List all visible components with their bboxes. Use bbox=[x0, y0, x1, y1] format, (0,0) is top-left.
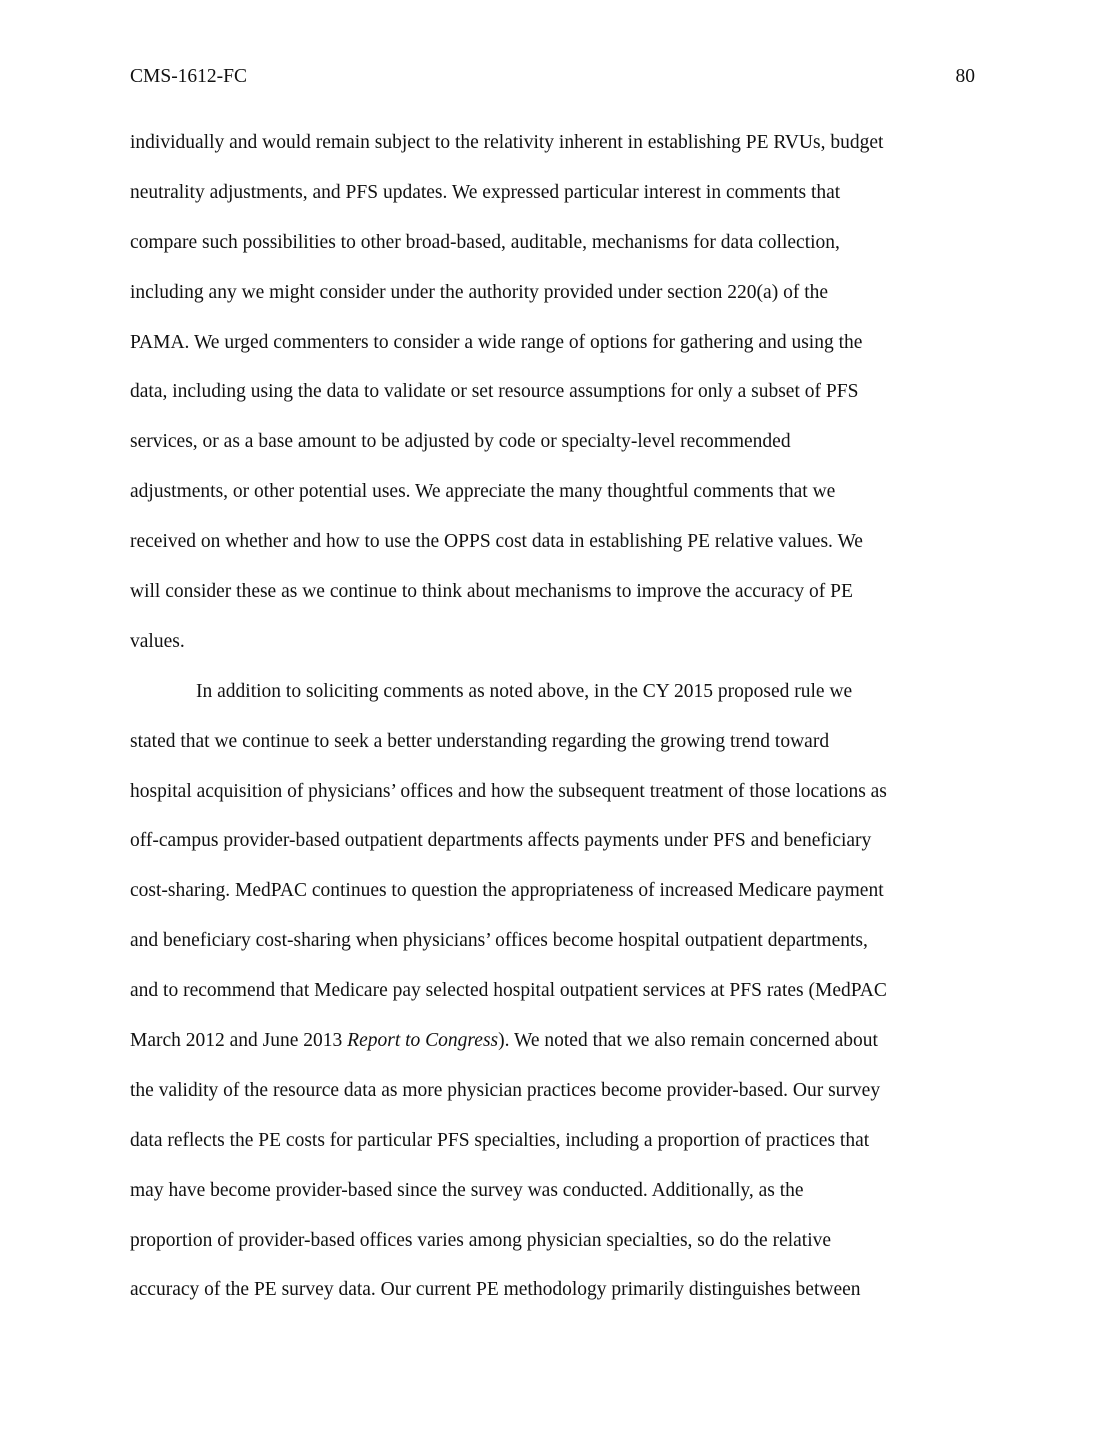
text-line: neutrality adjustments, and PFS updates. We expressed particular interest in comments that bbox=[130, 181, 841, 203]
text-line: accuracy of the PE survey data. Our current PE methodology primarily distinguishes between bbox=[130, 1279, 861, 1301]
text-segment: ). We noted that we also remain concerned about bbox=[498, 1030, 878, 1052]
text-segment: March 2012 and June 2013 bbox=[130, 1030, 348, 1052]
text-line: In addition to soliciting comments as noted above, in the CY 2015 proposed rule we bbox=[196, 680, 853, 702]
text-line: PAMA. We urged commenters to consider a wide range of options for gathering and using the bbox=[130, 331, 863, 353]
text-line: including any we might consider under the authority provided under section 220(a) of the bbox=[130, 281, 829, 303]
text-line: and to recommend that Medicare pay selected hospital outpatient services at PFS rates (MedPAC bbox=[130, 980, 887, 1002]
text-line: adjustments, or other potential uses. We appreciate the many thoughtful comments that we bbox=[130, 481, 836, 503]
text-line: data, including using the data to validate or set resource assumptions for only a subset of PFS bbox=[130, 381, 859, 403]
text-line: and beneficiary cost-sharing when physicians’ offices become hospital outpatient departments, bbox=[130, 930, 868, 952]
text-line: values. bbox=[130, 630, 185, 652]
text-line: off-campus provider-based outpatient departments affects payments under PFS and beneficiary bbox=[130, 830, 872, 852]
text-line: will consider these as we continue to think about mechanisms to improve the accuracy of PE bbox=[130, 581, 853, 603]
paragraph-1 bbox=[130, 128, 975, 677]
page-number: 80 bbox=[955, 66, 975, 87]
text-line: services, or as a base amount to be adjusted by code or specialty-level recommended bbox=[130, 431, 791, 453]
text-line: stated that we continue to seek a better understanding regarding the growing trend toward bbox=[130, 730, 830, 752]
text-line: proportion of provider-based offices varies among physician specialties, so do the relative bbox=[130, 1229, 832, 1251]
document-id: CMS-1612-FC bbox=[130, 66, 248, 87]
text-line: hospital acquisition of physicians’ offices and how the subsequent treatment of those locations as bbox=[130, 780, 887, 802]
text-line-with-citation bbox=[130, 1026, 975, 1076]
text-line: the validity of the resource data as more physician practices become provider-based. Our survey bbox=[130, 1079, 881, 1101]
text-line: cost-sharing. MedPAC continues to question the appropriateness of increased Medicare payment bbox=[130, 880, 884, 902]
text-line: received on whether and how to use the OPPS cost data in establishing PE relative values. We bbox=[130, 531, 863, 553]
paragraph-2 bbox=[130, 677, 975, 1326]
text-line: may have become provider-based since the survey was conducted. Additionally, as the bbox=[130, 1179, 804, 1201]
page-header bbox=[130, 66, 975, 94]
report-title: Report to Congress bbox=[347, 1030, 499, 1052]
text-line: individually and would remain subject to the relativity inherent in establishing PE RVUs, budget bbox=[130, 132, 884, 153]
document-body bbox=[130, 128, 975, 1325]
text-line: compare such possibilities to other broad-based, auditable, mechanisms for data collection, bbox=[130, 231, 840, 253]
text-line: data reflects the PE costs for particular PFS specialties, including a proportion of practices that bbox=[130, 1129, 870, 1151]
